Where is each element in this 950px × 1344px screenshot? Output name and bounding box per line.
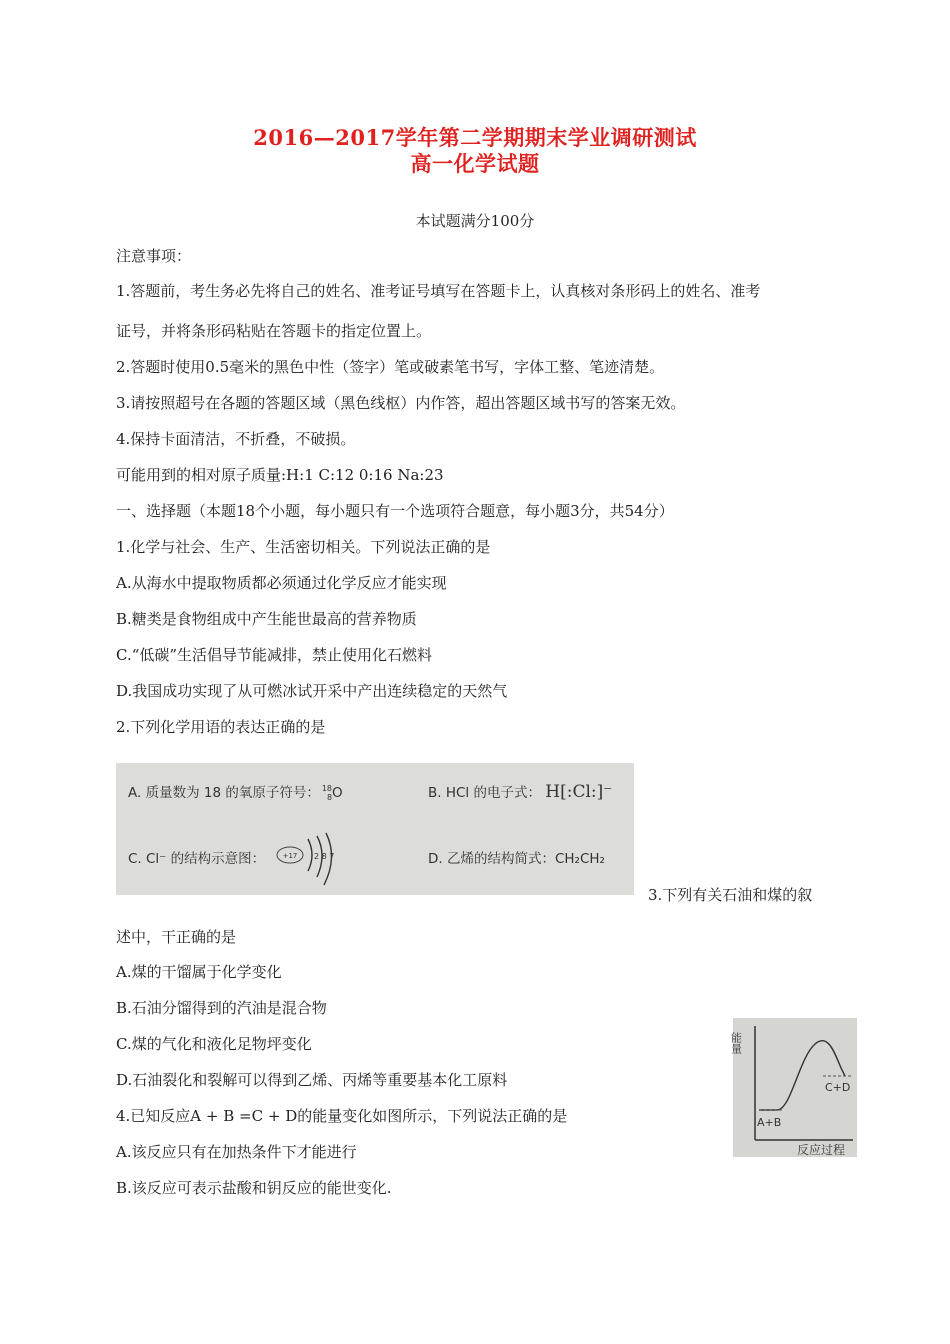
q1-option-c: C.“低碳”生活倡导节能减排，禁止使用化石燃料	[116, 646, 433, 664]
reaction-progress-label: 反应过程	[797, 1143, 846, 1157]
q2-fig-option-b: B. HCl 的电子式： H[:Cl:]⁻	[428, 782, 613, 802]
q2-fig-option-c: C. Cl⁻ 的结构示意图：	[128, 851, 266, 867]
q2-options-figure	[116, 763, 634, 895]
q4-option-b: B.该反应可表示盐酸和钥反应的能世变化.	[116, 1179, 392, 1197]
cl-ion-structure-diagram	[274, 833, 354, 893]
q4-option-a: A.该反应只有在加热条件下才能进行	[116, 1143, 357, 1161]
q2-fig-option-d: D. 乙烯的结构简式：CH₂CH₂	[428, 851, 605, 867]
cl-shell-electrons: 2 8 7	[314, 852, 335, 861]
q1-option-a: A.从海水中提取物质都必须通过化学反应才能实现	[116, 574, 447, 592]
notice-item-3: 3.请按照超号在各题的答题区域（黑色线枢）内作答，超出答题区域书写的答案无效。	[116, 394, 686, 412]
q4-stem: 4.已知反应A + B =C + D的能量变化如图所示，下列说法正确的是	[116, 1107, 568, 1125]
notice-item-1: 1.答题前，考生务必先将自己的姓名、准考证号填写在答题卡上，认真核对条形码上的姓名、准考	[116, 282, 761, 300]
q3-option-c: C.煤的气化和液化足物坪变化	[116, 1035, 312, 1053]
cl-nucleus-label: +17	[282, 852, 298, 860]
energy-axis-label: 能量	[729, 1032, 743, 1054]
q3-option-a: A.煤的干馏属于化学变化	[116, 963, 282, 981]
products-label: C+D	[825, 1081, 851, 1094]
q2-stem: 2.下列化学用语的表达正确的是	[116, 718, 326, 736]
notice-heading: 注意事项：	[116, 247, 192, 265]
atomic-masses: 可能用到的相对原子质量:H:1 C:12 0:16 Na:23	[116, 466, 444, 484]
notice-item-2: 2.答题时使用0.5毫米的黑色中性（签字）笔或破素笔书写，字体工整、笔迹清楚。	[116, 358, 665, 376]
q3-stem-part2: 述中，干正确的是	[116, 928, 237, 946]
q1-stem: 1.化学与社会、生产、生活密切相关。下列说法正确的是	[116, 538, 491, 556]
q1-option-d: D.我国成功实现了从可燃冰试开采中产出连续稳定的天然气	[116, 682, 508, 700]
q3-option-b: B.石油分馏得到的汽油是混合物	[116, 999, 327, 1017]
q4-energy-diagram	[729, 1018, 857, 1157]
q2-fig-option-a: A. 质量数为 18 的氧原子符号： 18 8O	[128, 784, 343, 802]
q3-stem-part1: 3.下列有关石油和煤的叙	[648, 886, 813, 904]
q1-option-b: B.糖类是食物组成中产生能世最高的营养物质	[116, 610, 417, 628]
section-heading: 一、选择题（本题18个小题，每小题只有一个选项符合题意，每小题3分，共54分）	[116, 502, 674, 520]
notice-item-4: 4.保持卡面清洁，不折叠，不破损。	[116, 430, 356, 448]
q3-option-d: D.石油裂化和裂解可以得到乙烯、丙烯等重要基本化工原料	[116, 1071, 508, 1089]
exam-title: 2016—2017学年第二学期期末学业调研测试	[253, 125, 697, 150]
reactants-label: A+B	[757, 1116, 782, 1129]
full-score-note: 本试题满分100分	[415, 212, 535, 230]
exam-subtitle: 高一化学试题	[410, 151, 540, 176]
notice-item-1-cont: 证号，并将条形码粘贴在答题卡的指定位置上。	[116, 322, 432, 340]
